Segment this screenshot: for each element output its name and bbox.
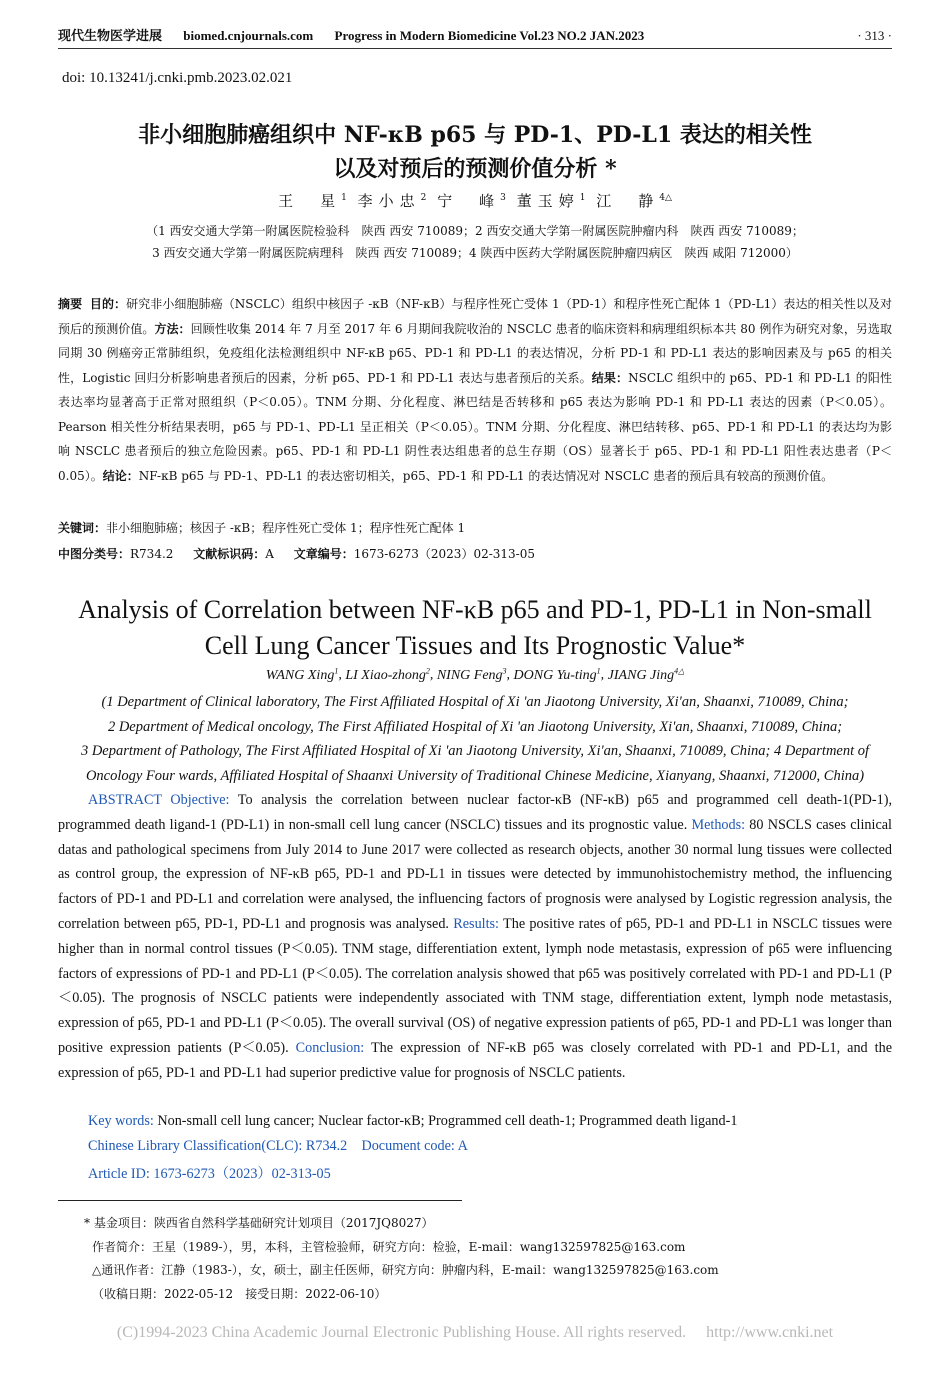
page-number: · 313 · bbox=[857, 28, 892, 43]
en-methods: 80 NSCLS cases clinical datas and pathological specimens from July 2014 to June 2017 were collected as research objects, another 30 normal lung tissues were collected as control group, the expression of NF-κB p65, PD-1 and PD-L1 in tissues were detected by immunohistochemistry method, the influencing factors of PD-1 and PD-L1 and correlation were analysed, the influencing factors of prognosis were analysed by Logistic regression analysis, the correlation between p65, PD-1, PD-L1 and prognosis was analysed. bbox=[58, 816, 892, 932]
cn-classification: 中图分类号：R734.2 文献标识码：A 文章编号：1673-6273（2023）02-313-05 bbox=[58, 547, 535, 561]
footnote-corresponding: △通讯作者：江静（1983-），女，硕士，副主任医师，研究方向：肿瘤内科，E-mail：wang132597825@163.com bbox=[92, 1263, 719, 1277]
cn-title bbox=[60, 118, 890, 186]
en-objective: To analysis the correlation between nuclear factor-κB (NF-κB) p65 and programmed cell death-1(PD-1), programmed death ligand-1 (PD-L1) in non-small cell lung cancer (NSCLC) tissues and its prognostic value. bbox=[58, 792, 892, 833]
footnote-dates: （收稿日期：2022-05-12 接受日期：2022-06-10） bbox=[92, 1286, 387, 1301]
en-author: WANG Xing$^1$ bbox=[265, 666, 339, 683]
doi: doi: 10.13241/j.cnki.pmb.2023.02.021 bbox=[62, 70, 293, 86]
cn-author: 董玉婷$^1$ bbox=[516, 192, 586, 210]
en-results: The positive rates of p65, PD-1 and PD-L1 in NSCLC tissues were higher than in normal control tissues (P＜0.05). TNM stage, differentiation extent, lymph node metastasis, expression of p65 were influencing factors of expressions of PD-1 and PD-L1 (P＜0.05). The correlation analysis showed that p65 was positively correlated with PD-1 and PD-L1 (P＜0.05). The prognosis of NSCLC patients were independently associated with TNM stage, differentiation extent, lymph node metastasis, expression of p65, PD-1 and PD-L1 (P＜0.05). The overall survival (OS) of negative expression patients of p65, PD-1 and PD-L1 was longer than positive expression patients (P＜0.05). bbox=[58, 915, 892, 1056]
cn-affiliations bbox=[70, 220, 880, 264]
cn-abstract-label: 摘要 bbox=[58, 297, 83, 311]
en-author: NING Feng$^3$ bbox=[436, 666, 507, 683]
en-article-id: Article ID: 1673-6273（2023）02-313-05 bbox=[88, 1166, 331, 1182]
cn-title-line-2: 以及对预后的预测价值分析 * bbox=[333, 156, 617, 182]
cn-objective-label: 目的： bbox=[89, 297, 127, 311]
en-author: JIANG Jing$^{4\triangle}$ bbox=[607, 666, 685, 683]
en-title bbox=[40, 592, 910, 664]
journal-en-name: Progress in Modern Biomedicine Vol.23 NO.2 JAN.2023 bbox=[334, 28, 645, 43]
cn-methods: 回顾性收集 2014 年 7 月至 2017 年 6 月期间我院收治的 NSCLC 患者的临床资料和病理组织标本共 80 例作为研究对象，另选取同期 30 例癌旁正常肺组织，免疫组化法检测组织中 NF-κB p65、PD-1 和 PD-L1 的表达情况，分析 PD-1 和 PD-L1 表达的影响因素及与 p65 的相关性，Logistic 回归分析影响患者预后的因素，分析 p65、PD-1 和 PD-L1 表达与患者预后的关系。 bbox=[58, 321, 892, 385]
cn-conclusion-label: 结论： bbox=[102, 468, 139, 483]
cn-author: 江 静$^{4\triangle}$ bbox=[596, 192, 672, 210]
cn-author: 王 星$^1$ bbox=[278, 192, 347, 210]
en-authors: WANG Xing$^1$, LI Xiao-zhong$^2$, NING Feng$^3$, DONG Yu-ting$^1$, JIANG Jing$^{4\triangle}$ bbox=[265, 666, 685, 683]
journal-cn-name: 现代生物医学进展 bbox=[58, 28, 163, 43]
cn-results-label: 结果： bbox=[591, 370, 629, 385]
en-title-line-1: Analysis of Correlation between NF-κB p65 and PD-1, PD-L1 in Non-small bbox=[78, 595, 872, 624]
en-aff-line: Oncology Four wards, Affiliated Hospital of Shaanxi University of Traditional Chinese Medicine, Xianyang, Shaanxi, 712000, China) bbox=[85, 767, 865, 784]
en-aff-line: (1 Department of Clinical laboratory, The First Affiliated Hospital of Xi 'an Jiaotong University, Xi'an, Shaanxi, 710089, China; bbox=[101, 694, 849, 710]
en-aff-line: 2 Department of Medical oncology, The First Affiliated Hospital of Xi 'an Jiaotong University, Xi'an, Shaanxi, 710089, China; bbox=[107, 718, 843, 735]
cnki-link[interactable]: http://www.cnki.net bbox=[706, 1324, 834, 1341]
en-results-label: Results: bbox=[453, 915, 500, 932]
en-author: LI Xiao-zhong$^2$ bbox=[345, 666, 430, 683]
copyright-watermark: (C)1994-2023 China Academic Journal Electronic Publishing House. All rights reserved. http://www.cnki.net bbox=[116, 1324, 834, 1341]
journal-site: biomed.cnjournals.com bbox=[183, 28, 314, 43]
cn-objective: 研究非小细胞肺癌（NSCLC）组织中核因子 -κB（NF-κB）与程序性死亡受体 1（PD-1）和程序性死亡配体 1（PD-L1）表达的相关性以及对预后的预测价值。 bbox=[58, 297, 892, 336]
cn-authors bbox=[60, 190, 890, 211]
cn-author: 宁 峰$^3$ bbox=[437, 192, 506, 210]
cn-aff-line: （1 西安交通大学第一附属医院检验科 陕西 西安 710089；2 西安交通大学第一附属医院肿瘤内科 陕西 西安 710089； bbox=[146, 224, 804, 238]
cn-aff-line: 3 西安交通大学第一附属医院病理科 陕西 西安 710089；4 陕西中医药大学附属医院肿瘤四病区 陕西 咸阳 712000） bbox=[152, 246, 798, 260]
en-author: DONG Yu-ting$^1$ bbox=[513, 666, 601, 683]
footnote-author: 作者简介：王星（1989-），男，本科，主管检验师，研究方向：检验，E-mail：wang132597825@163.com bbox=[92, 1239, 686, 1254]
en-abstract bbox=[58, 788, 892, 1086]
en-objective-label: ABSTRACT Objective: bbox=[88, 792, 230, 808]
en-conclusion: The expression of NF-κB p65 was closely correlated with PD-1 and PD-L1, and the expression of p65, PD-1 and PD-L1 had superior predictive value for prognosis of NSCLC patients. bbox=[58, 1039, 892, 1081]
en-keywords: Key words: Non-small cell lung cancer; Nuclear factor-κB; Programmed cell death-1; Programmed death ligand-1 bbox=[88, 1113, 738, 1129]
footnotes bbox=[84, 1212, 719, 1306]
cn-conclusion: NF-κB p65 与 PD-1、PD-L1 的表达密切相关，p65、PD-1 和 PD-L1 的表达情况对 NSCLC 患者的预后具有较高的预测价值。 bbox=[138, 468, 834, 483]
cn-methods-label: 方法： bbox=[154, 321, 191, 336]
cn-results: NSCLC 组织中的 p65、PD-1 和 PD-L1 的阳性表达率均显著高于正常对照组织（P＜0.05）。TNM 分期、分化程度、淋巴结是否转移和 p65 表达为影响 PD-1 和 PD-L1 表达的因素（P＜0.05）。Pearson 相关性分析结果表明，p65 与 PD-1、PD-L1 呈正相关（P＜0.05）。TNM 分期、分化程度、淋巴结转移、p65、PD-1 和 PD-L1 的表达均为影响 NSCLC 患者预后的独立危险因素。p65、PD-1 和 PD-L1 阴性表达组患者的总生存期（OS）显著长于 p65、PD-1 和 PD-L1 阳性表达患者（P＜0.05）。 bbox=[58, 370, 892, 483]
en-affiliations bbox=[50, 690, 900, 788]
en-methods-label: Methods: bbox=[691, 816, 746, 833]
cn-author: 李小忠$^2$ bbox=[357, 192, 427, 210]
cn-title-line-1: 非小细胞肺癌组织中 NF-κB p65 与 PD-1、PD-L1 表达的相关性 bbox=[138, 122, 812, 148]
cn-abstract bbox=[58, 292, 892, 488]
footnote-funding: * 基金项目：陕西省自然科学基础研究计划项目（2017JQ8027） bbox=[84, 1216, 434, 1230]
en-title-line-2: Cell Lung Cancer Tissues and Its Prognostic Value* bbox=[204, 631, 746, 660]
en-classification: Chinese Library Classification(CLC): R734.2 Document code: A bbox=[88, 1138, 468, 1154]
en-conclusion-label: Conclusion: bbox=[295, 1039, 365, 1056]
cn-keywords: 关键词：非小细胞肺癌；核因子 -κB；程序性死亡受体 1；程序性死亡配体 1 bbox=[58, 521, 466, 535]
en-aff-line: 3 Department of Pathology, The First Affiliated Hospital of Xi 'an Jiaotong University, Xi'an, Shaanxi, 710089, China; 4 Department of bbox=[80, 743, 870, 759]
footnote-divider bbox=[58, 1200, 462, 1201]
running-header bbox=[58, 18, 892, 49]
